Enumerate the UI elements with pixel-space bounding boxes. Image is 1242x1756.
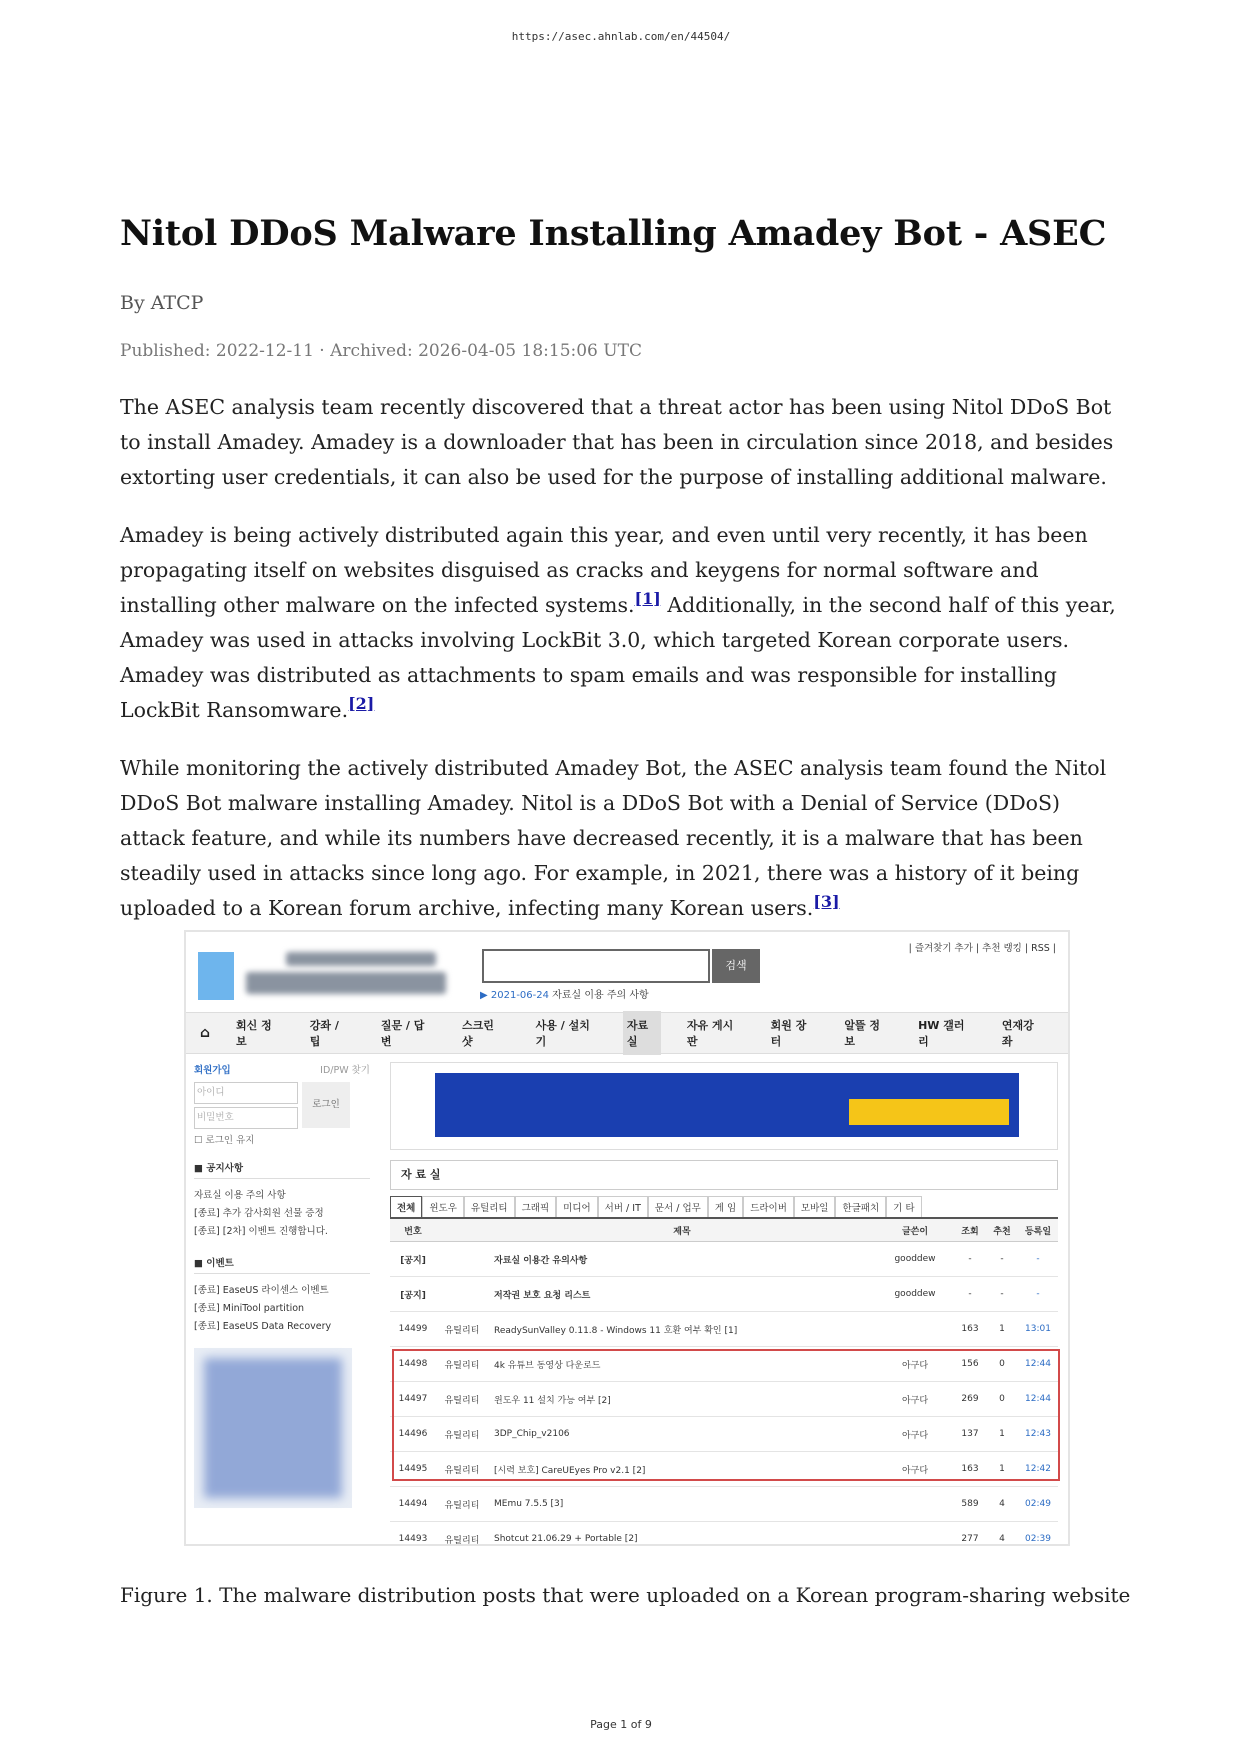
row-rec: 4	[986, 1522, 1018, 1547]
row-title[interactable]: 자료실 이용간 유의사항	[488, 1242, 876, 1277]
row-date: 12:42	[1018, 1452, 1058, 1487]
row-title[interactable]: Shotcut 21.06.29 + Portable [2]	[488, 1522, 876, 1547]
row-category: 유틸리티	[436, 1312, 488, 1347]
nav-item[interactable]: 스크린 샷	[461, 1019, 494, 1048]
row-category: 유틸리티	[436, 1487, 488, 1522]
row-no: 14494	[390, 1487, 436, 1522]
row-views: 156	[954, 1347, 986, 1382]
tab[interactable]: 유틸리티	[464, 1196, 515, 1217]
row-rec: -	[986, 1242, 1018, 1277]
keep-login[interactable]: ☐ 로그인 유지	[194, 1135, 255, 1146]
category-tabs	[390, 1196, 1058, 1219]
forum-search-button[interactable]: 검색	[712, 949, 760, 983]
tab[interactable]: 미디어	[556, 1196, 598, 1217]
category-title: 자 료 실	[390, 1160, 1058, 1190]
article-title: Nitol DDoS Malware Installing Amadey Bot - ASEC	[120, 213, 1107, 254]
row-date: 12:44	[1018, 1347, 1058, 1382]
row-author: 아구다	[876, 1452, 954, 1487]
nav-item[interactable]: 사용 / 설치기	[535, 1019, 590, 1048]
table-row[interactable]	[390, 1242, 1058, 1277]
table-row[interactable]	[390, 1382, 1058, 1417]
figure-screenshot	[184, 930, 1070, 1546]
join-link[interactable]: 회원가입	[194, 1065, 231, 1076]
row-author: gooddew	[876, 1277, 954, 1312]
tab[interactable]: 드라이버	[743, 1196, 794, 1217]
row-category: 유틸리티	[436, 1347, 488, 1382]
tab[interactable]: 문서 / 업무	[648, 1196, 708, 1217]
col-rec: 추천	[986, 1219, 1018, 1242]
notice-item[interactable]: [종료] [2차] 이벤트 진행합니다.	[194, 1226, 328, 1237]
col-cat	[436, 1219, 488, 1242]
tab[interactable]: 서버 / IT	[598, 1196, 648, 1217]
forum-top-links[interactable]: | 즐겨찾기 추가 | 추천 랭킹 | RSS |	[908, 943, 1056, 954]
row-category	[436, 1277, 488, 1312]
row-title[interactable]: 4k 유튜브 동영상 다운로드	[488, 1347, 876, 1382]
row-date: 12:44	[1018, 1382, 1058, 1417]
row-title[interactable]: 저작권 보호 요청 리스트	[488, 1277, 876, 1312]
nav-item[interactable]: 자유 게시판	[686, 1019, 734, 1048]
row-no: [공지]	[390, 1242, 436, 1277]
nav-item[interactable]: HW 갤러리	[918, 1019, 965, 1048]
row-rec: 0	[986, 1347, 1018, 1382]
row-rec: -	[986, 1277, 1018, 1312]
forum-nav	[186, 1012, 1068, 1054]
col-no: 번호	[390, 1219, 436, 1242]
col-author: 글쓴이	[876, 1219, 954, 1242]
pw-input[interactable]: 비밀번호	[194, 1107, 298, 1129]
col-title: 제목	[488, 1219, 876, 1242]
paragraph-3-text: While monitoring the actively distributed Amadey Bot, the ASEC analysis team found the Nitol DDoS Bot malware installing Amadey. Nitol is a DDoS Bot with a Denial of Service (DDoS) attack feature, and while its numbers have decreased recently, it is a malware that has been steadily used in attacks since long ago. For example, in 2021, there was a history of it being uploaded to a Korean forum archive, infecting many Korean users.	[120, 756, 1107, 920]
row-date: 13:01	[1018, 1312, 1058, 1347]
table-row[interactable]	[390, 1312, 1058, 1347]
row-no: [공지]	[390, 1277, 436, 1312]
col-date: 등록일	[1018, 1219, 1058, 1242]
forum-main	[390, 1062, 1058, 1546]
forum-logo-icon	[198, 952, 234, 1000]
row-date: 02:49	[1018, 1487, 1058, 1522]
row-views: 137	[954, 1417, 986, 1452]
nav-item[interactable]: 회신 정보	[236, 1019, 272, 1048]
forum-header	[186, 932, 1068, 1012]
row-rec: 1	[986, 1417, 1018, 1452]
login-button[interactable]: 로그인	[302, 1082, 350, 1128]
row-author	[876, 1487, 954, 1522]
row-views: 163	[954, 1312, 986, 1347]
forum-sidebar	[194, 1062, 370, 1508]
table-row[interactable]	[390, 1347, 1058, 1382]
row-title[interactable]: MEmu 7.5.5 [3]	[488, 1487, 876, 1522]
notice-date: ▶ 2021-06-24	[480, 990, 549, 1001]
notice-item[interactable]: 자료실 이용 주의 사항	[194, 1190, 286, 1201]
row-views: 163	[954, 1452, 986, 1487]
event-item[interactable]: [종료] EaseUS Data Recovery	[194, 1321, 332, 1332]
row-no: 14493	[390, 1522, 436, 1547]
row-no: 14497	[390, 1382, 436, 1417]
paragraph-2-text-b: Additionally, in the second half of this year, Amadey was used in attacks involving LockBit 3.0, which targeted Korean corporate users. Amadey was distributed as attachments to spam emails and was responsible for installing LockBit Ransomware.	[120, 593, 1116, 722]
row-category	[436, 1242, 488, 1277]
row-no: 14496	[390, 1417, 436, 1452]
row-title[interactable]: 윈도우 11 설치 가능 여부 [2]	[488, 1382, 876, 1417]
row-author	[876, 1522, 954, 1547]
post-table	[390, 1219, 1058, 1546]
row-date: -	[1018, 1242, 1058, 1277]
tab[interactable]: 그래픽	[515, 1196, 557, 1217]
row-category: 유틸리티	[436, 1452, 488, 1487]
nav-item[interactable]: 회원 장터	[770, 1019, 807, 1048]
tab-all[interactable]: 전체	[390, 1196, 422, 1217]
row-rec: 1	[986, 1312, 1018, 1347]
publish-meta: Published: 2022-12-11 · Archived: 2026-04-05 18:15:06 UTC	[120, 341, 642, 361]
row-author	[876, 1312, 954, 1347]
reference-link-3[interactable]: [3]	[813, 892, 840, 912]
nav-item[interactable]: 질문 / 답변	[380, 1019, 425, 1048]
row-rec: 4	[986, 1487, 1018, 1522]
side-ad-image[interactable]	[194, 1348, 352, 1508]
table-row[interactable]	[390, 1277, 1058, 1312]
event-heading: ■ 이벤트	[194, 1255, 370, 1274]
row-rec: 1	[986, 1452, 1018, 1487]
article-body	[120, 390, 1130, 949]
row-rec: 0	[986, 1382, 1018, 1417]
paragraph-3	[120, 751, 1130, 926]
forum-search-input[interactable]	[482, 949, 710, 983]
row-author: 아구다	[876, 1417, 954, 1452]
row-date: 02:39	[1018, 1522, 1058, 1547]
event-item[interactable]: [종료] EaseUS 라이센스 이벤트	[194, 1285, 329, 1296]
row-views: -	[954, 1242, 986, 1277]
row-author: gooddew	[876, 1242, 954, 1277]
row-author: 아구다	[876, 1347, 954, 1382]
row-no: 14498	[390, 1347, 436, 1382]
home-icon[interactable]: ⌂	[200, 1025, 211, 1041]
find-link[interactable]: ID/PW 찾기	[320, 1065, 370, 1076]
row-category: 유틸리티	[436, 1417, 488, 1452]
tab[interactable]: 기 타	[886, 1196, 921, 1217]
row-date: 12:43	[1018, 1417, 1058, 1452]
row-views: 269	[954, 1382, 986, 1417]
top-banner[interactable]	[390, 1062, 1058, 1150]
row-category: 유틸리티	[436, 1382, 488, 1417]
row-views: 589	[954, 1487, 986, 1522]
reference-link-2[interactable]: [2]	[348, 694, 375, 714]
tab[interactable]: 윈도우	[422, 1196, 464, 1217]
nav-item[interactable]: 알뜰 정보	[844, 1019, 881, 1048]
row-views: -	[954, 1277, 986, 1312]
id-input[interactable]: 아이디	[194, 1082, 298, 1104]
row-date: -	[1018, 1277, 1058, 1312]
nav-item[interactable]: 연재강좌	[1001, 1019, 1034, 1048]
col-views: 조회	[954, 1219, 986, 1242]
keep-login-label: 로그인 유지	[205, 1135, 255, 1146]
row-category: 유틸리티	[436, 1522, 488, 1547]
row-author: 아구다	[876, 1382, 954, 1417]
page-url: https://asec.ahnlab.com/en/44504/	[511, 30, 731, 43]
row-title[interactable]: [시력 보호] CareUEyes Pro v2.1 [2]	[488, 1452, 876, 1487]
byline: By ATCP	[120, 292, 204, 314]
table-row[interactable]	[390, 1452, 1058, 1487]
paragraph-2	[120, 518, 1130, 728]
tab[interactable]: 모바일	[794, 1196, 836, 1217]
row-no: 14499	[390, 1312, 436, 1347]
forum-notice[interactable]	[480, 986, 649, 1001]
notice-item[interactable]: [종료] 추가 감사회원 선물 증정	[194, 1208, 324, 1219]
row-views: 277	[954, 1522, 986, 1547]
table-row[interactable]	[390, 1487, 1058, 1522]
page-number: Page 1 of 9	[590, 1718, 652, 1731]
paragraph-1: The ASEC analysis team recently discovered that a threat actor has been using Nitol DDoS Bot to install Amadey. Amadey is a downloader that has been in circulation since 2018, and besides extorting user credentials, it can also be used for the purpose of installing additional malware.	[120, 395, 1114, 489]
nav-item[interactable]: 강좌 / 팁	[309, 1019, 339, 1048]
event-item[interactable]: [종료] MiniTool partition	[194, 1303, 305, 1314]
reference-link-1[interactable]: [1]	[634, 589, 661, 609]
row-no: 14495	[390, 1452, 436, 1487]
row-title[interactable]: 3DP_Chip_v2106	[488, 1417, 876, 1452]
notice-text: 자료실 이용 주의 사항	[548, 990, 649, 1001]
row-title[interactable]: ReadySunValley 0.11.8 - Windows 11 호환 여부 확인 [1]	[488, 1312, 876, 1347]
table-row[interactable]	[390, 1522, 1058, 1547]
forum-logo-blur-2	[246, 972, 446, 994]
table-row[interactable]	[390, 1417, 1058, 1452]
figure-caption: Figure 1. The malware distribution posts that were uploaded on a Korean program-sharing website	[120, 1583, 1131, 1607]
paragraph-2-text-a: Amadey is being actively distributed again this year, and even until very recently, it has been propagating itself on websites disguised as cracks and keygens for normal software and installing other malware on the infected systems.	[120, 523, 1088, 617]
banner-cta	[849, 1099, 1009, 1125]
nav-item-active[interactable]: 자료실	[623, 1011, 661, 1055]
banner-image	[435, 1073, 1019, 1137]
notice-heading: ■ 공지사항	[194, 1160, 370, 1179]
tab[interactable]: 한글패치	[835, 1196, 886, 1217]
forum-logo-blur	[286, 952, 436, 966]
tab[interactable]: 게 임	[708, 1196, 743, 1217]
